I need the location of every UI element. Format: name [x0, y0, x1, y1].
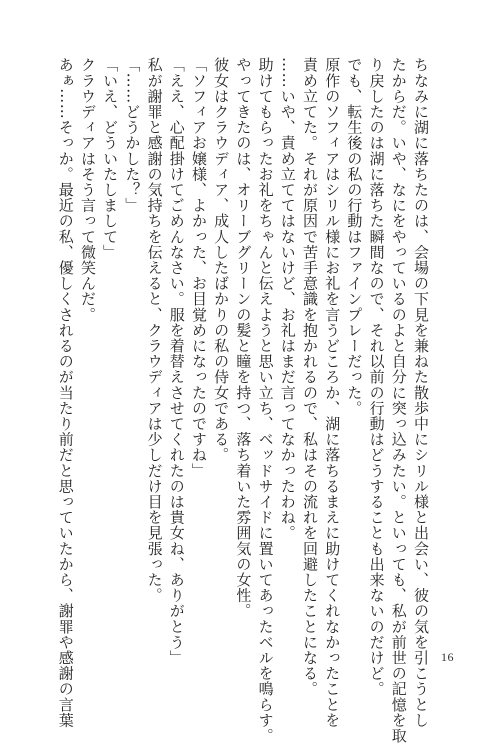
text-line: 「……どうかした？」 [123, 57, 142, 213]
text-line: り戻したのは湖に落ちた瞬間なので、それ以前の行動はどうすることも出来ないのだけど。 [367, 57, 386, 697]
text-line: 原作のソフィアはシリル様にお礼を言うどころか、湖に落ちるまえに助けてくれなかったことを [323, 57, 342, 728]
text-line: 責め立てた。それが原因で苦手意識を抱かれるので、私はその流れを回避したことになる。 [300, 57, 319, 697]
text-line: ……いや、責め立ててはないけど、お礼はまだ言ってなかったわね。 [278, 57, 297, 541]
text-line: ちなみに湖に落ちたのは、会場の下見を兼ねた散歩中にシリル様と出会い、彼の気を引こうとし [412, 57, 430, 728]
text-line: 「ええ、心配掛けてごめんなさい。服を着替えさせてくれたのは貴女ね、ありがとう」 [167, 57, 186, 666]
text-line: 「ソフィアお嬢様、よかった、お目覚めになったのですね」 [189, 57, 208, 479]
text-line: たからだ。いや、なにをやっているのよと自分に突っ込みたい。といっても、私が前世の記憶を取 [389, 57, 408, 743]
text-line: 助けてもらったお礼をちゃんと伝えようと思い立ち、ベッドサイドに置いてあったベルを鳴らす。 [256, 57, 275, 743]
page-number: 16 [441, 650, 454, 664]
text-line: 「いえ、どういたしまして」 [101, 57, 120, 260]
text-line: クラウディアはそう言って微笑んだ。 [78, 57, 97, 323]
text-line: 私が謝罪と感謝の気持ちを伝えると、クラウディアは少しだけ目を見張った。 [145, 57, 164, 603]
text-line: 彼女はクラウディア、成人したばかりの私の侍女である。 [212, 57, 231, 463]
vertical-text-block [56, 57, 432, 743]
text-line: あぁ……そっか。最近の私、優しくされるのが当たり前だと思っていたから、謝罪や感謝の言葉 [56, 57, 75, 728]
text-line: やってきたのは、オリーブグリーンの髪と瞳を持つ、落ち着いた雰囲気の女性。 [234, 57, 253, 619]
text-line: でも、転生後の私の行動はファインプレーだった。 [345, 57, 364, 416]
